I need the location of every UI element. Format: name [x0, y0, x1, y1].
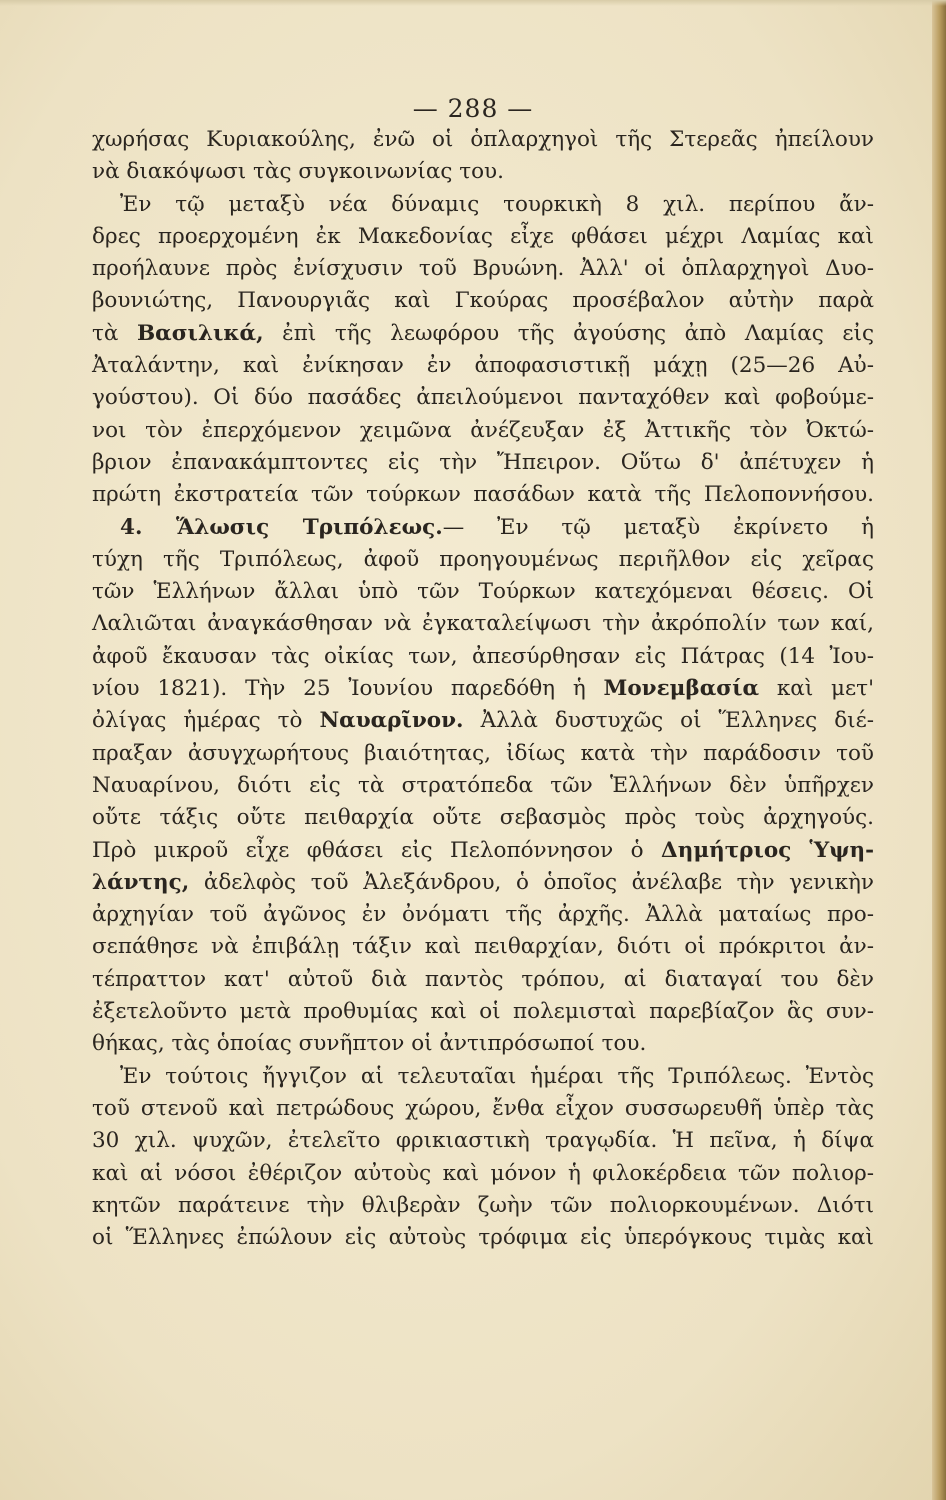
text-line: Ἐν τῷ μεταξὺ νέα δύναμις τουρκικὴ 8 χιλ. περίπου ἄν-: [120, 191, 874, 217]
text-line: 30 χιλ. ψυχῶν, ἐτελεῖτο φρικιαστικὴ τραγῳδία. Ἡ πεῖνα, ἡ δίψα: [92, 1128, 874, 1154]
text-line: ἀφοῦ ἔκαυσαν τὰς οἰκίας των, ἀπεσύρθησαν εἰς Πάτρας (14 Ἰου-: [92, 643, 874, 669]
text-line: δρες προερχομένη ἐκ Μακεδονίας εἶχε φθάσει μέχρι Λαμίας καὶ: [92, 223, 874, 249]
text-segment: ἀδελφὸς τοῦ Ἀλεξάνδρου, ὁ ὁποῖος ἀνέλαβε τὴν γενικὴν: [189, 869, 874, 895]
text-line: πρώτη ἐκστρατεία τῶν τούρκων πασάδων κατὰ τῆς Πελοποννήσου.: [92, 482, 874, 508]
text-segment: Πρὸ μικροῦ εἶχε φθάσει εἰς Πελοπόννησον ὁ: [92, 837, 662, 863]
text-line: τέπραττον κατ' αὐτοῦ διὰ παντὸς τρόπου, αἱ διαταγαί του δὲν: [92, 966, 874, 992]
text-line: τῶν Ἑλλήνων ἄλλαι ὑπὸ τῶν Τούρκων κατεχόμεναι θέσεις. Οἱ: [92, 579, 874, 605]
text-line: Λαλιῶται ἀναγκάσθησαν νὰ ἐγκαταλείψωσι τὴν ἀκρόπολίν των καί,: [92, 611, 874, 637]
page-number: — 288 —: [412, 94, 534, 123]
text-segment: Ἀλλὰ δυστυχῶς οἱ Ἕλληνες διέ-: [463, 708, 874, 734]
text-line: βριον ἐπανακάμπτοντες εἰς τὴν Ἤπειρον. Οὕτω δ' ἀπέτυχεν ἡ: [92, 449, 874, 475]
text-line: Ἀταλάντην, καὶ ἐνίκησαν ἐν ἀποφασιστικῇ μάχῃ (25—26 Αὐ-: [92, 353, 874, 379]
page-top-shade: [0, 0, 946, 6]
text-line: [92, 673, 874, 705]
text-segment: βουνιώτης, Πανουργιᾶς καὶ Γκούρας προσέβαλον αὐτὴν παρὰ: [92, 288, 874, 314]
text-line: νὰ διακόψωσι τὰς συγκοινωνίας του.: [92, 159, 504, 185]
text-line: γούστου). Οἱ δύο πασάδες ἀπειλούμενοι πανταχόθεν καὶ φοβούμε-: [92, 385, 874, 411]
text-line: [92, 835, 874, 867]
text-line: [92, 705, 874, 737]
text-line: χωρήσας Κυριακούλης, ἐνῶ οἱ ὁπλαρχηγοὶ τῆς Στερεᾶς ἠπείλουν: [92, 127, 874, 152]
text-line: [92, 867, 874, 899]
text-line: [92, 285, 874, 317]
text-line: κητῶν παράτεινε τὴν θλιβερὰν ζωὴν τῶν πολιορκουμένων. Διότι: [92, 1192, 874, 1218]
bold-term: Μονεμβασία: [603, 676, 760, 702]
text-line: οὔτε τάξις οὔτε πειθαρχία οὔτε σεβασμὸς πρὸς τοὺς ἀρχηγούς.: [92, 805, 874, 831]
text-line: ἐξετελοῦντο μετὰ προθυμίας καὶ οἱ πολεμισταὶ παρεβίαζον ἃς συν-: [92, 999, 874, 1025]
bold-term: Δημήτριος Ὑψη-: [661, 837, 874, 863]
text-line: καὶ αἱ νόσοι ἐθέριζον αὐτοὺς καὶ μόνον ἡ φιλοκέρδεια τῶν πολιορ-: [92, 1160, 874, 1186]
text-segment: ἐπὶ τῆς λεωφόρου τῆς ἀγούσης ἀπὸ Λαμίας εἰς: [263, 320, 875, 346]
body-text: [92, 124, 874, 1254]
bold-term: Βασιλικά,: [136, 320, 264, 346]
text-line: Ἐν τούτοις ἤγγιζον αἱ τελευταῖαι ἡμέραι τῆς Τριπόλεως. Ἐντὸς: [120, 1063, 874, 1089]
text-line: σεπάθησε νὰ ἐπιβάλῃ τάξιν καὶ πειθαρχίαν, διότι οἱ πρόκριτοι ἀν-: [92, 934, 874, 960]
text-segment: νίου 1821). Τὴν 25 Ἰουνίου παρεδόθη ἡ: [92, 676, 604, 702]
text-line: ἀρχηγίαν τοῦ ἀγῶνος ἐν ὀνόματι τῆς ἀρχῆς. Ἀλλὰ ματαίως προ-: [92, 902, 874, 928]
bold-term: Ναυαρῖνον.: [319, 708, 464, 734]
text-line: Ναυαρίνου, διότι εἰς τὰ στρατόπεδα τῶν Ἑλλήνων δὲν ὑπῆρχεν: [92, 772, 874, 798]
bold-term: λάντης,: [92, 869, 190, 895]
text-line: [92, 512, 874, 544]
text-line: οἱ Ἕλληνες ἐπώλουν εἰς αὐτοὺς τρόφιμα εἰς ὑπερόγκους τιμὰς καὶ: [92, 1225, 874, 1251]
text-segment: — Ἐν τῷ μεταξὺ ἐκρίνετο ἡ: [442, 514, 874, 540]
text-segment: καὶ μετ': [759, 676, 874, 702]
text-line: τύχη τῆς Τριπόλεως, ἀφοῦ προηγουμένως περιῆλθον εἰς χεῖρας: [92, 546, 874, 572]
text-line: προήλαυνε πρὸς ἐνίσχυσιν τοῦ Βρυώνη. Ἀλλ' οἱ ὁπλαρχηγοὶ Δυο-: [92, 256, 874, 282]
text-line: θήκας, τὰς ὁποίας συνῆπτον οἱ ἀντιπρόσωποί του.: [92, 1031, 647, 1057]
text-line: τοῦ στενοῦ καὶ πετρώδους χώρου, ἔνθα εἶχον συσσωρευθῆ ὑπὲρ τὰς: [92, 1095, 874, 1121]
text-segment: τὰ: [92, 320, 137, 346]
text-line: νοι τὸν ἐπερχόμενον χειμῶνα ἀνέζευξαν ἐξ Ἀττικῆς τὸν Ὀκτώ-: [92, 417, 874, 443]
bold-term: 4. Ἅλωσις Τριπόλεως.: [120, 514, 443, 540]
text-segment: ὀλίγας ἡμέρας τὸ: [92, 708, 320, 734]
text-line: πραξαν ἀσυγχωρήτους βιαιότητας, ἰδίως κατὰ τὴν παράδοσιν τοῦ: [92, 740, 874, 766]
text-line: [92, 318, 874, 350]
page-edge-shadow: [932, 0, 946, 1500]
